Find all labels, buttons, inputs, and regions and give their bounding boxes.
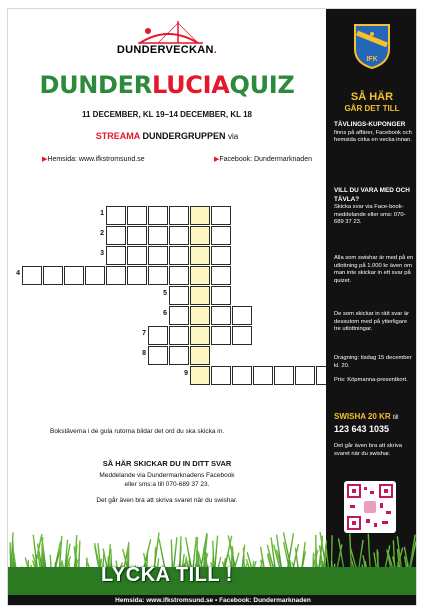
crossword-cell[interactable] (211, 226, 231, 245)
quiz-title (8, 71, 326, 99)
clue-number-6: 6 (163, 310, 167, 317)
howto-heading: SÅ HÄR SKICKAR DU IN DITT SVAR (102, 459, 232, 468)
clue-number-2: 2 (100, 230, 104, 237)
clue-number-8: 8 (142, 350, 146, 357)
crossword-cell-yellow[interactable] (190, 266, 210, 285)
arrow-icon: ▶ (42, 156, 48, 163)
crossword-cell-yellow[interactable] (190, 206, 210, 225)
title-part-quiz: QUIZ (229, 71, 295, 99)
swish-label: SWISHA 20 KR (334, 412, 391, 421)
facebook-text: Facebook: Dundermarknaden (219, 156, 312, 163)
stream-via: via (227, 132, 239, 141)
crossword-cell[interactable] (232, 306, 252, 325)
crossword-cell[interactable] (169, 246, 189, 265)
crossword-cell[interactable] (148, 206, 168, 225)
crossword-cell[interactable] (148, 326, 168, 345)
crossword-cell[interactable] (274, 366, 294, 385)
social-title: VILL DU VARA MED OCH TÄVLA? (334, 187, 410, 203)
title-part-lucia: LUCIA (151, 71, 230, 99)
crossword-cell-yellow[interactable] (190, 226, 210, 245)
stream-line (8, 131, 326, 141)
crossword-cell[interactable] (169, 306, 189, 325)
quiz-dates: 11 DECEMBER, KL 19–14 DECEMBER, KL 18 (82, 110, 252, 119)
dunderveckan-logo (8, 17, 326, 61)
arrow-icon: ▶ (213, 156, 220, 163)
crossword-cell[interactable] (169, 346, 189, 365)
extra-info: De som skickar in rätt svar är dessutom med på ytterligare tre utlottningar. (334, 311, 410, 333)
crossword-cell[interactable] (148, 246, 168, 265)
swish-to: till (392, 415, 399, 421)
crossword-cell[interactable] (295, 366, 315, 385)
closing-message: LYCKA TILL ! (101, 564, 233, 586)
bridge-logo-icon (8, 17, 326, 47)
clue-number-5: 5 (163, 290, 167, 297)
crossword-cell[interactable] (232, 326, 252, 345)
grass-blade (416, 539, 417, 597)
coupons-text: finns på affärer, Facebook och hemsida cirka en vecka innan. (334, 129, 412, 144)
crossword-cell[interactable] (106, 226, 126, 245)
logo-text: DUNDERVECKAN (116, 44, 214, 56)
crossword-cell[interactable] (148, 226, 168, 245)
social-text: Skicka svar via Face-book-meddelande eller sms: 070-689 37 23. (334, 204, 406, 226)
crossword-cell[interactable] (211, 246, 231, 265)
crossword-cell[interactable] (127, 266, 147, 285)
sidebar-heading-2: GÅR DET TILL (344, 104, 400, 113)
howto-body (8, 471, 326, 489)
website-text: Hemsida: www.ifkstromsund.se (47, 156, 145, 163)
crossword-cell[interactable] (211, 306, 231, 325)
crossword-cell[interactable] (127, 246, 147, 265)
sidebar-heading-1: SÅ HÄR (350, 91, 394, 103)
crossword-cell-yellow[interactable] (190, 366, 210, 385)
crossword-cell[interactable] (232, 366, 252, 385)
ifk-badge-icon (353, 23, 391, 69)
crossword-cell[interactable] (211, 286, 231, 305)
crossword-cell[interactable] (106, 246, 126, 265)
crossword-cell[interactable] (253, 366, 273, 385)
crossword-cell[interactable] (127, 226, 147, 245)
crossword-cell[interactable] (211, 366, 231, 385)
crossword-cell-yellow[interactable] (190, 246, 210, 265)
clue-number-1: 1 (100, 210, 104, 217)
poster (7, 8, 417, 606)
crossword-cell[interactable] (169, 266, 189, 285)
crossword-cell-yellow[interactable] (190, 346, 210, 365)
prize-info: Pris: Köpmanna-presentkort. (334, 377, 408, 383)
crossword-cell[interactable] (211, 266, 231, 285)
crossword-cell[interactable] (169, 206, 189, 225)
clue-number-9: 9 (184, 370, 188, 377)
facebook-link[interactable] (214, 155, 312, 163)
crossword-cell[interactable] (148, 346, 168, 365)
website-link[interactable] (42, 155, 145, 163)
clue-number-7: 7 (142, 330, 146, 337)
social-section (334, 187, 414, 227)
crossword-cell[interactable] (22, 266, 42, 285)
logo-dot: . (213, 44, 218, 56)
swish-note: Det går även bra att skriva svaret när du swishar. (334, 443, 402, 457)
crossword-cell[interactable] (211, 326, 231, 345)
coupons-section (334, 121, 414, 145)
crossword-cell[interactable] (43, 266, 63, 285)
crossword-cell-yellow[interactable] (190, 326, 210, 345)
crossword-cell[interactable] (211, 206, 231, 225)
crossword-cell[interactable] (85, 266, 105, 285)
stream-word: STREAMA (95, 131, 140, 141)
title-part-dunder: DUNDER (39, 71, 152, 99)
crossword-cell-yellow[interactable] (190, 286, 210, 305)
crossword-cell[interactable] (127, 206, 147, 225)
howto-line-3: Det går även bra att skriva svaret när du swishar. (96, 497, 238, 504)
stream-group: DUNDERGRUPPEN (142, 131, 226, 141)
crossword-cell[interactable] (64, 266, 84, 285)
draw-info: Dragning: tisdag 15 december kl. 20. (334, 355, 412, 369)
links-row (42, 155, 312, 163)
crossword-cell[interactable] (169, 326, 189, 345)
crossword-cell[interactable] (169, 226, 189, 245)
howto-line-1: Meddelande via Dundermarknadens Facebook (99, 472, 235, 479)
sidebar-heading (326, 91, 417, 115)
swish-number: 123 643 1035 (334, 424, 390, 434)
crossword-cell[interactable] (169, 286, 189, 305)
clue-number-4: 4 (16, 270, 20, 277)
coupons-title: TÄVLINGS-KUPONGER (334, 121, 406, 128)
crossword-hint: Bokstäverna i de gula rutorna bildar det ord du ska skicka in. (50, 428, 225, 435)
crossword-cell[interactable] (106, 266, 126, 285)
swish-info: Alla som swishar är med på en utlottning på 1.000 kr även om man inte skickar in ett svar på quizet. (334, 255, 414, 284)
crossword-cell[interactable] (106, 206, 126, 225)
footer-links: Hemsida: www.ifkstromsund.se • Facebook: Dundermarknaden (8, 595, 417, 606)
swish-line (334, 412, 399, 421)
clue-number-3: 3 (100, 250, 104, 257)
svg-text:IFK: IFK (366, 56, 378, 63)
crossword-cell-yellow[interactable] (190, 306, 210, 325)
crossword-cell[interactable] (148, 266, 168, 285)
howto-line-2: eller sms:a till 070-689 37 23. (124, 481, 210, 488)
